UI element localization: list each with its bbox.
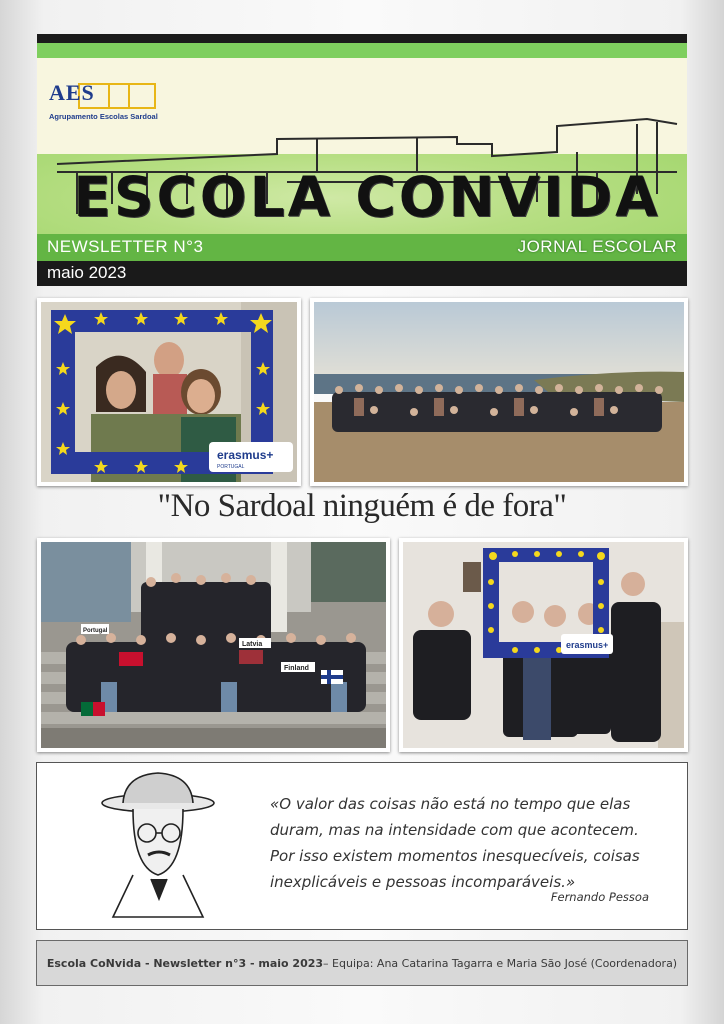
masthead-top-bar (37, 34, 687, 43)
fernando-pessoa-portrait (93, 767, 223, 925)
photo-erasmus-frame-trio (37, 298, 301, 486)
flag-sign-latvia: Latvia (242, 641, 263, 648)
photo-group-steps (37, 538, 390, 752)
logo-letters: AES (49, 80, 95, 105)
quote-line: «O valor das coisas não está no tempo que elas (270, 795, 631, 813)
quote-author: Fernando Pessoa (550, 890, 649, 904)
issue-date: maio 2023 (47, 263, 127, 282)
section-label: JORNAL ESCOLAR (517, 237, 677, 256)
masthead-green-bar (37, 43, 687, 58)
footer (36, 940, 688, 986)
flag-sign-portugal: Portugal (83, 628, 108, 634)
masthead (37, 34, 687, 286)
logo-caption: Agrupamento Escolas Sardoal (49, 112, 158, 121)
footer-title: Escola CoNvida - Newsletter n°3 - maio 2023 (46, 956, 324, 970)
photo4-frame-text: erasmus+ (566, 640, 609, 650)
masthead-date-bar (37, 261, 687, 286)
quote-line: Por isso existem momentos inesquecíveis, coisas (270, 847, 640, 865)
photo-erasmus-frame-group (399, 538, 688, 752)
school-logo (49, 80, 159, 130)
quote-text (270, 791, 670, 895)
footer-credits: – Equipa: Ana Catarina Tagarra e Maria São José (Coordenadora) (323, 956, 678, 970)
photo1-frame-text: erasmus+ (217, 448, 274, 462)
photo1-frame-subtext: PORTUGAL (217, 464, 245, 470)
quote-line: duram, mas na intensidade com que acontecem. (270, 821, 639, 839)
photo-group-cliff (310, 298, 688, 486)
motto-headline: "No Sardoal ninguém é de fora" (157, 488, 567, 524)
quote-line: inexplicáveis e pessoas incomparáveis.» (270, 873, 576, 891)
newsletter-number: NEWSLETTER N°3 (47, 237, 204, 256)
quote-box (36, 762, 688, 930)
flag-sign-finland: Finland (284, 665, 309, 672)
masthead-title: ESCOLA CONVIDA (73, 165, 661, 229)
